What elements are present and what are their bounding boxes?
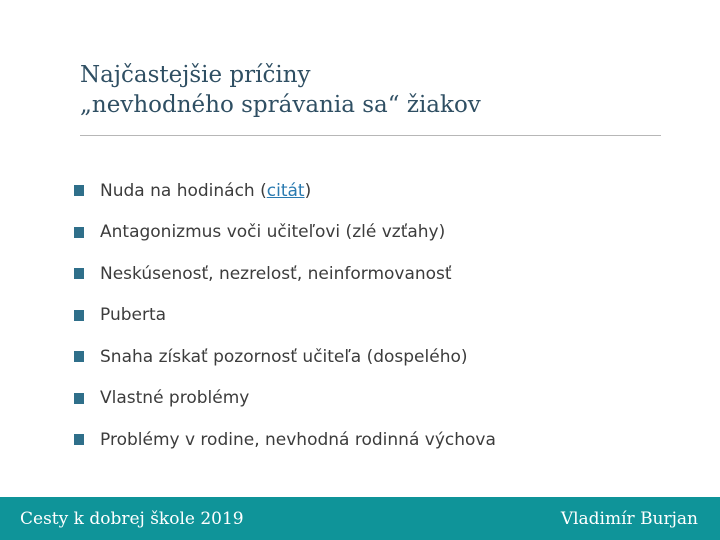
bullet-item-3 [74, 253, 496, 295]
slide-title [80, 60, 680, 120]
square-bullet-icon [74, 268, 84, 279]
bullet-list [74, 170, 496, 461]
bullet-item-1 [74, 170, 496, 212]
bullet-item-7 [74, 419, 496, 461]
bullet-item-2 [74, 212, 496, 254]
title-line-2: „nevhodného správania sa“ žiakov [80, 92, 481, 118]
square-bullet-icon [74, 393, 84, 404]
bullet-text-1-prefix: Nuda na hodinách ( [100, 180, 267, 201]
citat-link[interactable]: citát [266, 180, 305, 201]
bullet-item-6 [74, 378, 496, 420]
bullet-item-4 [74, 295, 496, 337]
title-divider [80, 135, 661, 136]
title-line-1: Najčastejšie príčiny [80, 62, 311, 88]
bullet-text-1-suffix: ) [304, 180, 312, 201]
bullet-text-6: Vlastné problémy [100, 388, 250, 409]
footer-event-name: Cesty k dobrej škole 2019 [20, 509, 244, 529]
bullet-text-4: Puberta [100, 305, 167, 326]
footer-author: Vladimír Burjan [560, 509, 698, 529]
square-bullet-icon [74, 227, 84, 238]
bullet-text-7: Problémy v rodine, nevhodná rodinná výchova [100, 429, 496, 450]
square-bullet-icon [74, 310, 84, 321]
square-bullet-icon [74, 185, 84, 196]
bullet-text-2: Antagonizmus voči učiteľovi (zlé vzťahy) [100, 222, 446, 243]
bullet-text-3: Neskúsenosť, nezrelosť, neinformovanosť [100, 263, 452, 284]
footer-bar [0, 497, 720, 540]
square-bullet-icon [74, 434, 84, 445]
bullet-item-5 [74, 336, 496, 378]
square-bullet-icon [74, 351, 84, 362]
bullet-text-5: Snaha získať pozornosť učiteľa (dospelého) [100, 346, 468, 367]
